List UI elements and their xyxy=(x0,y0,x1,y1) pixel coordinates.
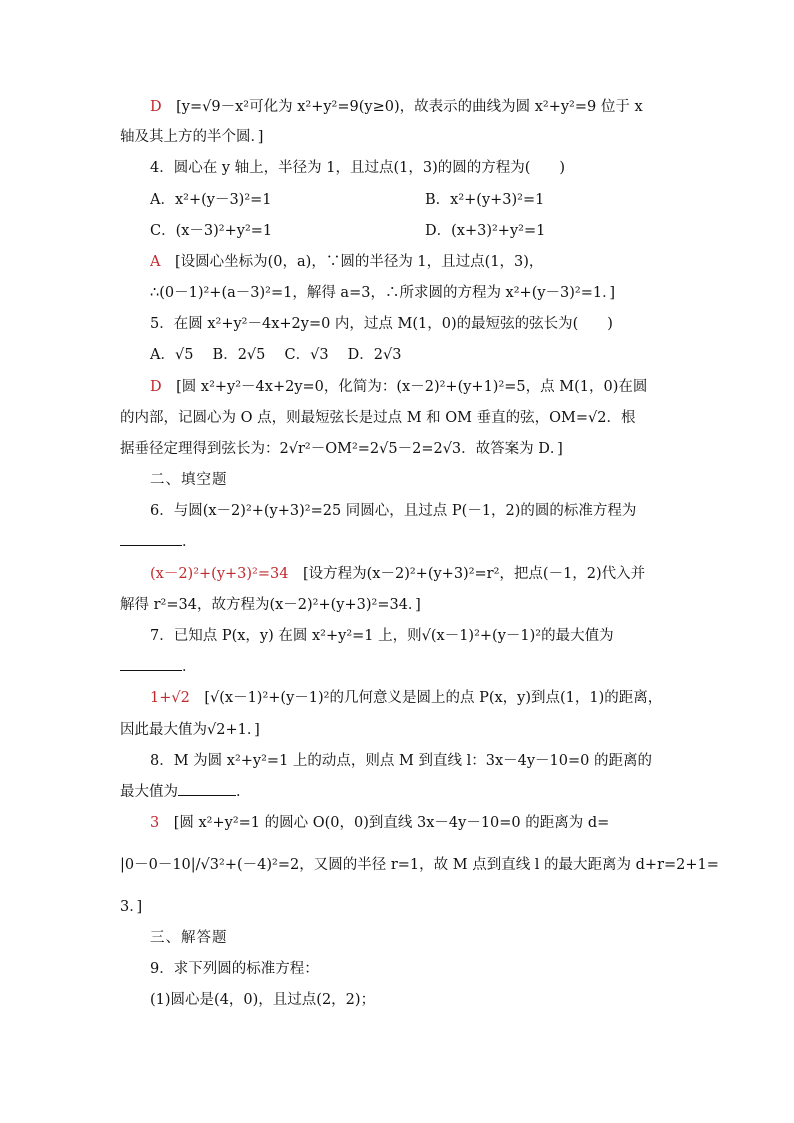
answer-3-line-2: 轴及其上方的半个圆．] xyxy=(120,129,264,145)
answer-7-result: 1+√2 xyxy=(150,690,190,706)
answer-blank xyxy=(120,656,182,671)
question-6-blank-line: ． xyxy=(120,531,680,553)
question-4-options-row-1 xyxy=(150,189,710,211)
question-7-blank-line: ． xyxy=(120,656,680,678)
answer-8-line-2: |0－0－10|/√3²+(－4)²=2，又圆的半径 r=1，故 M 点到直线 l 的最大距离为 d+r=2+1= xyxy=(120,857,719,873)
section-solve-heading: 三、解答题 xyxy=(150,930,228,946)
answer-5-line-2: 的内部，记圆心为 O 点，则最短弦长是过点 M 和 OM 垂直的弦，OM=√2．根 xyxy=(120,410,636,426)
answer-blank xyxy=(120,531,182,546)
answer-5-letter: D xyxy=(150,379,162,395)
answer-7-text: [√(x－1)²+(y－1)²的几何意义是圆上的点 P(x，y)到点(1，1)的距离， xyxy=(189,690,663,706)
answer-8-line-1 xyxy=(150,812,710,834)
question-6: 6．与圆(x－2)²+(y+3)²=25 同圆心，且过点 P(－1，2)的圆的标准方程为 xyxy=(150,503,637,519)
question-5: 5．在圆 x²+y²－4x+2y=0 内，过点 M(1，0)的最短弦的弦长为( ) xyxy=(150,316,613,332)
answer-5-line-3: 据垂径定理得到弦长为：2√r²－OM²=2√5－2=2√3．故答案为 D．] xyxy=(120,441,563,457)
answer-3-line-1: D [y=√9－x²可化为 x²+y²=9(y≥0)，故表示的曲线为圆 x²+y²=9 位于 x xyxy=(150,99,643,115)
answer-8-text: [圆 x²+y²=1 的圆心 O(0，0)到直线 3x－4y－10=0 的距离为 d= xyxy=(159,815,610,831)
answer-4-letter: A xyxy=(150,254,161,270)
option-c: C．(x－3)²+y²=1 xyxy=(150,223,273,239)
answer-4-text: [设圆心坐标为(0，a)，∵圆的半径为 1，且过点(1，3)， xyxy=(174,254,544,270)
question-5-options: A．√5 B．2√5 C．√3 D．2√3 xyxy=(150,347,402,363)
question-8-line-2: 最大值为 ． xyxy=(120,781,680,803)
answer-4-line-2: ∴(0－1)²+(a－3)²=1，解得 a=3，∴所求圆的方程为 x²+(y－3)²=1．] xyxy=(150,285,616,301)
question-9-part-1: (1)圆心是(4，0)，且过点(2，2)； xyxy=(150,992,376,1008)
question-7: 7．已知点 P(x，y) 在圆 x²+y²=1 上，则√(x－1)²+(y－1)²的最大值为 xyxy=(150,628,614,644)
section-fill-in-heading: 二、填空题 xyxy=(150,472,228,488)
answer-6-result: (x－2)²+(y+3)²=34 xyxy=(150,566,289,582)
answer-8-result: 3 xyxy=(150,815,160,831)
question-8: 8．M 为圆 x²+y²=1 上的动点，则点 M 到直线 l：3x－4y－10=0 的距离的 xyxy=(150,753,652,769)
answer-6-line-2: 解得 r²=34，故方程为(x－2)²+(y+3)²=34．] xyxy=(120,597,421,613)
answer-7-line-2: 因此最大值为√2+1．] xyxy=(120,722,260,738)
answer-7-line-1 xyxy=(150,687,710,709)
answer-6-text: [设方程为(x－2)²+(y+3)²=r²，把点(－1，2)代入并 xyxy=(288,566,646,582)
answer-5-line-1 xyxy=(150,376,710,398)
question-4-options-row-2 xyxy=(150,220,710,242)
answer-3-text: [y=√9－x²可化为 x²+y²=9(y≥0)，故表示的曲线为圆 x²+y²=9 位于 x xyxy=(161,99,643,115)
answer-8-line-3: 3．] xyxy=(120,899,143,915)
option-b: B．x²+(y+3)²=1 xyxy=(425,192,545,208)
option-d: D．(x+3)²+y²=1 xyxy=(425,223,546,239)
answer-6-line-1 xyxy=(150,563,710,585)
answer-blank xyxy=(178,781,236,796)
answer-4-line-1 xyxy=(150,251,710,273)
answer-5-text: [圆 x²+y²－4x+2y=0，化简为：(x－2)²+(y+1)²=5，点 M(1，0)在圆 xyxy=(176,379,648,395)
option-a: A．x²+(y－3)²=1 xyxy=(150,192,272,208)
question-9: 9．求下列圆的标准方程： xyxy=(150,961,319,977)
question-4: 4．圆心在 y 轴上，半径为 1，且过点(1，3)的圆的方程为( ) xyxy=(150,160,566,176)
